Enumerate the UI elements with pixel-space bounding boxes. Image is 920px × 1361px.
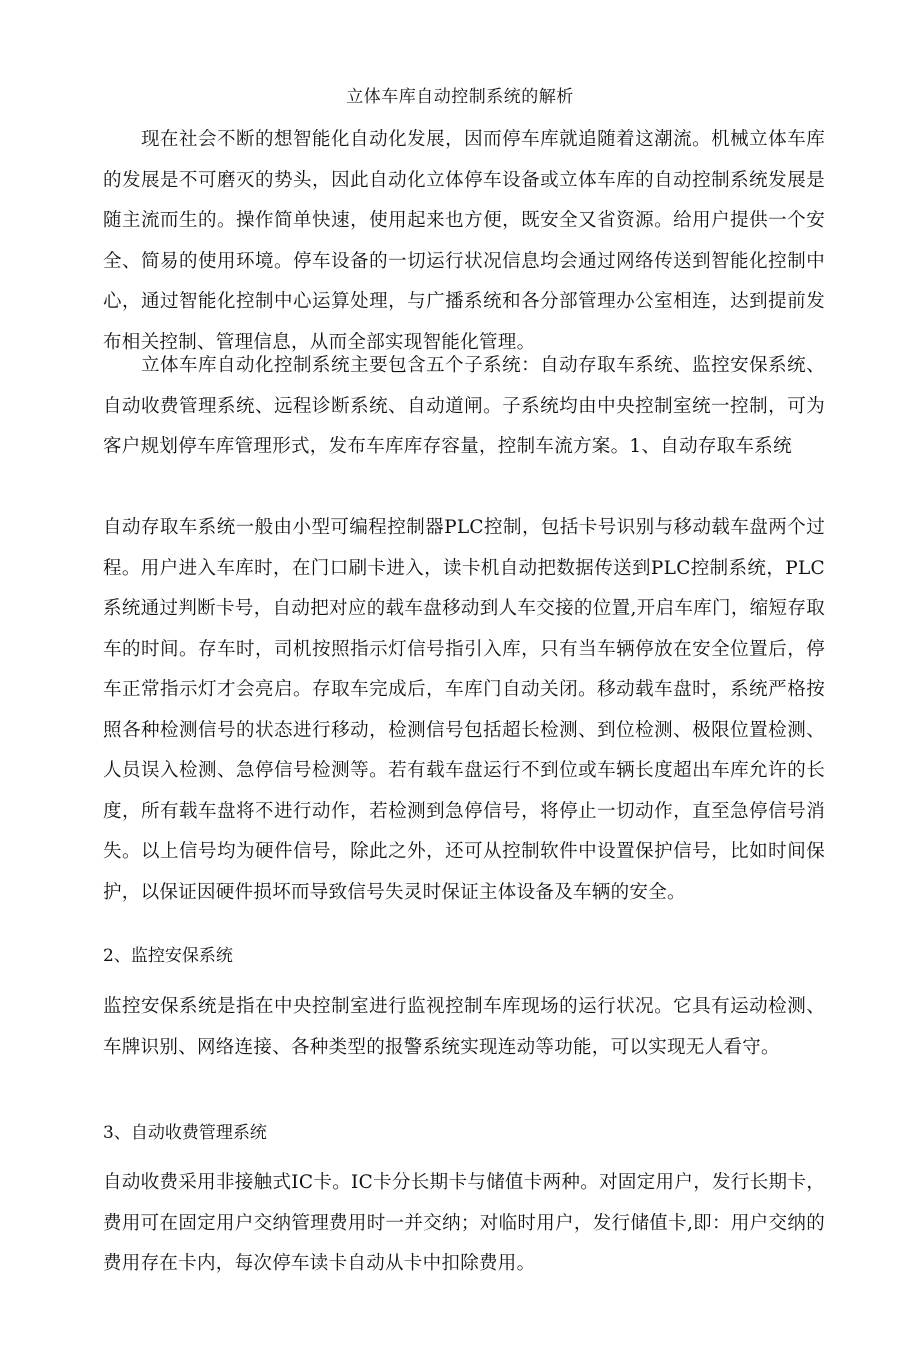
subsystems-paragraph: 立体车库自动化控制系统主要包含五个子系统：自动存取车系统、监控安保系统、自动收费管理系统、远程诊断系统、自动道闸。子系统均由中央控制室统一控制，可为客户规划停车库管理形式，发布车库库存容量，控制车流方案。1、自动存取车系统 bbox=[103, 355, 825, 457]
section-heading-billing: 3、自动收费管理系统 bbox=[103, 1123, 267, 1143]
intro-paragraph: 现在社会不断的想智能化自动化发展，因而停车库就追随着这潮流。机械立体车库的发展是不可磨灭的势头，因此自动化立体停车设备或立体车库的自动控制系统发展是随主流而生的。操作简单快速，使用起来也方便，既安全又省资源。给用户提供一个安全、简易的使用环境。停车设备的一切运行状况信息均会通过网络传送到智能化控制中心，通过智能化控制中心运算处理，与广播系统和各分部管理办公室相连，达到提前发布相关控制、管理信息，从而全部实现智能化管理。 bbox=[103, 129, 825, 353]
auto-parking-paragraph: 自动存取车系统一般由小型可编程控制器PLC控制，包括卡号识别与移动载车盘两个过程。用户进入车库时，在门口刷卡进入，读卡机自动把数据传送到PLC控制系统，PLC系统通过判断卡号，自动把对应的载车盘移动到人车交接的位置,开启车库门，缩短存取车的时间。存车时，司机按照指示灯信号指引入库，只有当车辆停放在安全位置后，停车正常指示灯才会亮启。存取车完成后，车库门自动关闭。移动载车盘时，系统严格按照各种检测信号的状态进行移动，检测信号包括超长检测、到位检测、极限位置检测、人员误入检测、急停信号检测等。若有载车盘运行不到位或车辆长度超出车库允许的长度，所有载车盘将不进行动作，若检测到急停信号，将停止一切动作，直至急停信号消失。以上信号均为硬件信号，除此之外，还可从控制软件中设置保护信号，比如时间保护，以保证因硬件损坏而导致信号失灵时保证主体设备及车辆的安全。 bbox=[103, 517, 825, 903]
billing-paragraph: 自动收费采用非接触式IC卡。IC卡分长期卡与储值卡两种。对固定用户，发行长期卡，费用可在固定用户交纳管理费用时一并交纳；对临时用户，发行储值卡,即：用户交纳的费用存在卡内，每次停车读卡自动从卡中扣除费用。 bbox=[103, 1172, 825, 1274]
monitoring-paragraph: 监控安保系统是指在中央控制室进行监视控制车库现场的运行状况。它具有运动检测、车牌识别、网络连接、各种类型的报警系统实现连动等功能，可以实现无人看守。 bbox=[103, 996, 825, 1058]
section-heading-monitoring: 2、监控安保系统 bbox=[103, 946, 233, 966]
document-title: 立体车库自动控制系统的解析 bbox=[346, 87, 574, 107]
